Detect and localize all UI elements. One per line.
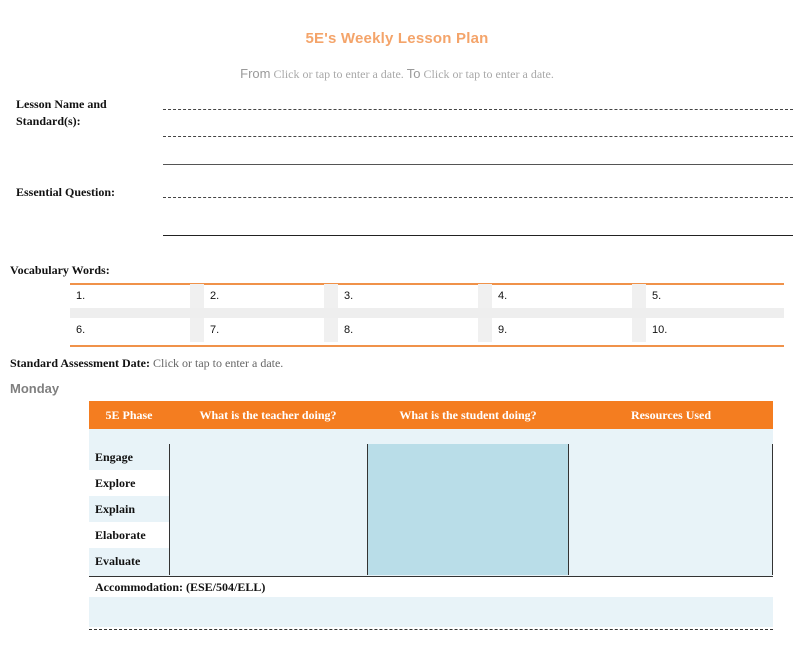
vocab-divider [632,284,646,308]
vocab-divider [324,284,338,308]
lesson-name-line-2[interactable] [163,136,793,137]
phase-evaluate: Evaluate [95,554,141,568]
vocab-cell-2[interactable]: 2. [210,290,220,302]
vocab-cell-4[interactable]: 4. [498,290,508,302]
vocab-divider [632,318,646,342]
assessment-line [10,356,283,371]
vocab-divider [190,284,204,308]
student-cell[interactable] [367,444,569,575]
table-header [89,401,773,429]
vocab-cell-7[interactable]: 7. [210,324,220,336]
date-range [0,66,794,82]
table-spacer-row [89,429,773,444]
phase-engage: Engage [95,450,134,464]
page-title: 5E's Weekly Lesson Plan [305,30,489,47]
phase-explain: Explain [95,502,136,516]
phase-explore: Explore [89,470,169,496]
header-teacher: What is the teacher doing? [199,408,337,422]
vocab-cell-1[interactable]: 1. [76,290,86,302]
vocab-cell-5[interactable]: 5. [652,290,662,302]
vocabulary-label: Vocabulary Words: [10,263,110,277]
vocab-cell-9[interactable]: 9. [498,324,508,336]
from-label: From [240,66,271,81]
vocab-divider [478,284,492,308]
phase-elaborate: Elaborate [89,522,169,548]
vocab-bottom-border [70,345,784,347]
accommodation-field[interactable] [89,597,773,627]
to-label: To [406,66,421,81]
header-student: What is the student doing? [399,408,537,422]
vocab-cell-3[interactable]: 3. [344,290,354,302]
vocab-row-2 [70,318,784,342]
day-heading: Monday [10,381,60,396]
vocab-divider [324,318,338,342]
lesson-name-label: Lesson Name and Standard(s): [16,97,107,128]
vocab-cell-6[interactable]: 6. [76,324,86,336]
essential-question-line[interactable] [163,197,793,198]
resources-cell[interactable] [569,444,773,575]
table-bottom-border [89,629,773,630]
header-5e-phase: 5E Phase [105,408,153,422]
accommodation-label: Accommodation: (ESE/504/ELL) [89,577,773,597]
vocab-row-gap [70,308,784,318]
assessment-label: Standard Assessment Date: [10,356,151,370]
vocab-cell-8[interactable]: 8. [344,324,354,336]
lesson-name-underline [163,164,793,165]
header-resources: Resources Used [630,408,712,422]
assessment-date-field[interactable]: Click or tap to enter a date. [153,356,284,370]
to-date-field[interactable]: Click or tap to enter a date. [423,67,554,81]
lesson-name-line-1[interactable] [163,109,793,110]
essential-question-underline [163,235,793,236]
vocab-divider [478,318,492,342]
from-date-field[interactable]: Click or tap to enter a date. [273,67,404,81]
vocab-cell-10[interactable]: 10. [652,324,668,336]
teacher-cell[interactable] [169,444,367,575]
vocab-row-1 [70,284,784,308]
table-body [89,444,773,577]
vocab-divider [190,318,204,342]
lesson-table [89,401,773,633]
essential-question-label: Essential Question: [16,185,116,199]
